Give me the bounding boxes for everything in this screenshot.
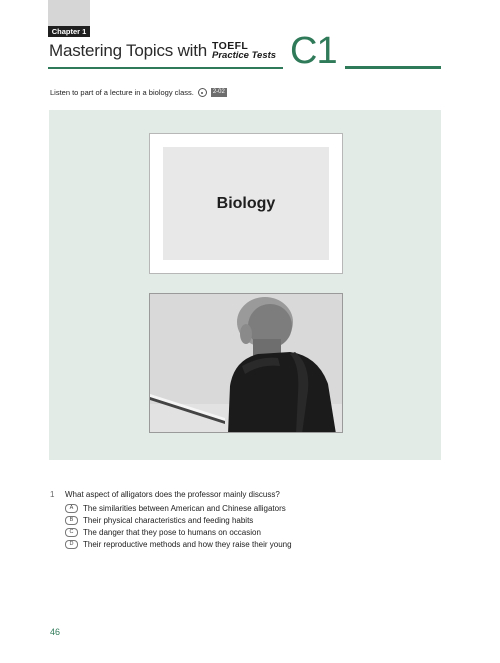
option-text: The danger that they pose to humans on occasion bbox=[83, 527, 261, 537]
option-text: Their reproductive methods and how they raise their young bbox=[83, 539, 292, 549]
title-underline bbox=[48, 67, 283, 69]
option-letter: A bbox=[65, 504, 78, 513]
option-text: Their physical characteristics and feeding habits bbox=[83, 515, 254, 525]
option-letter: D bbox=[65, 540, 78, 549]
track-badge: 2-02 bbox=[212, 89, 225, 95]
section-code-underline bbox=[345, 66, 441, 69]
toefl-logo-line2: Practice Tests bbox=[212, 50, 277, 61]
option-a[interactable] bbox=[65, 502, 292, 514]
option-text: The similarities between American and Chinese alligators bbox=[83, 503, 286, 513]
professor-photo bbox=[149, 293, 343, 433]
section-code: C1 bbox=[290, 30, 337, 72]
slide-screen bbox=[163, 147, 329, 260]
lecture-slide bbox=[149, 133, 343, 274]
toefl-logo-line1: TOEFL bbox=[212, 40, 249, 52]
instruction bbox=[50, 88, 227, 97]
option-c[interactable] bbox=[65, 526, 292, 538]
question-text: What aspect of alligators does the professor mainly discuss? bbox=[65, 490, 280, 499]
audio-cd-icon bbox=[198, 88, 207, 97]
question-number: 1 bbox=[50, 490, 55, 499]
slide-text: Biology bbox=[216, 194, 276, 212]
toefl-logo bbox=[212, 41, 276, 61]
chapter-tag bbox=[48, 0, 90, 37]
option-d[interactable] bbox=[65, 538, 292, 550]
question bbox=[50, 490, 292, 550]
professor-illustration bbox=[150, 294, 343, 433]
option-letter: C bbox=[65, 528, 78, 537]
answer-options bbox=[65, 502, 292, 550]
instruction-text: Listen to part of a lecture in a biology class. bbox=[50, 88, 194, 97]
chapter-label: Chapter 1 bbox=[48, 26, 90, 37]
option-letter: B bbox=[65, 516, 78, 525]
option-b[interactable] bbox=[65, 514, 292, 526]
page-number: 46 bbox=[50, 627, 61, 637]
page-title: Mastering Topics with bbox=[49, 41, 207, 60]
